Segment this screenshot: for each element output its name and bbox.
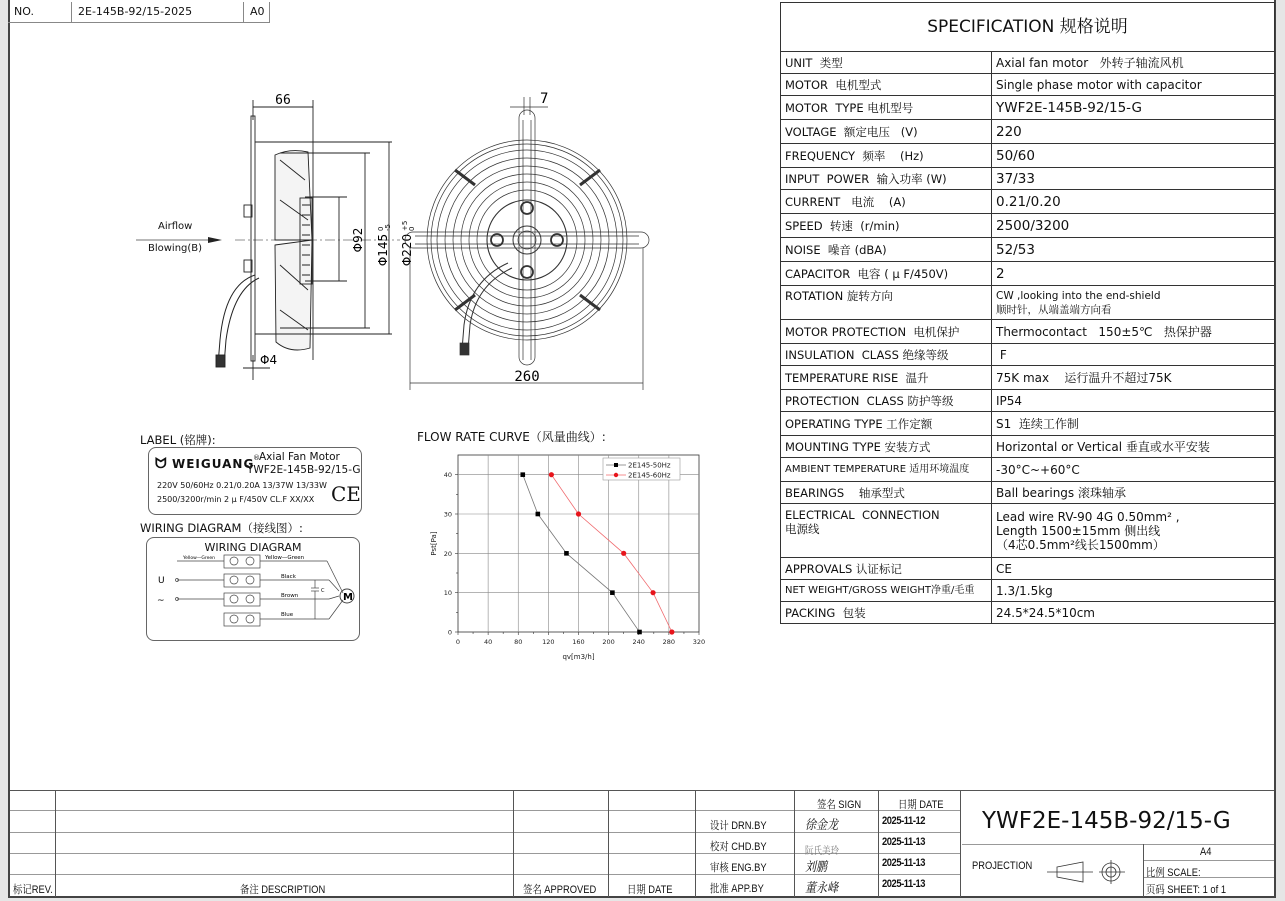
spec-label — [781, 390, 992, 412]
spec-value — [992, 144, 1275, 168]
blowing-label: Blowing(B) — [148, 243, 203, 254]
spec-value-text: 50/60 — [996, 147, 1035, 164]
data-point — [610, 590, 615, 595]
spec-label-text: INSULATION CLASS 绝缘等级 — [785, 347, 949, 362]
signature: 阮氏美玲 — [805, 846, 839, 857]
spec-row — [781, 320, 1275, 344]
nameplate-model: YWF2E-145B-92/15-G — [247, 464, 361, 476]
capacitor-label: C — [321, 588, 325, 594]
spec-label — [781, 504, 992, 558]
spec-label-text: NET WEIGHT/GROSS WEIGHT净重/毛重 — [785, 584, 975, 596]
spec-value — [992, 238, 1275, 262]
y-tick-label: 30 — [443, 510, 452, 519]
specification-table — [780, 2, 1275, 624]
spec-value-text: YWF2E-145B-92/15-G — [996, 99, 1142, 116]
spec-value — [992, 168, 1275, 190]
spec-value-text: 75K max 运行温升不超过75K — [996, 370, 1172, 385]
spec-label — [781, 580, 992, 602]
approved-label: 签名 APPROVED — [523, 884, 597, 896]
dim-d92-label: Φ92 — [351, 227, 365, 253]
dim-width-label: 260 — [514, 369, 540, 385]
signature: 董永峰 — [805, 881, 839, 896]
spec-label — [781, 144, 992, 168]
spec-row — [781, 602, 1275, 624]
sign-header: 签名 SIGN — [817, 799, 862, 811]
nameplate — [148, 447, 362, 515]
dim-hole-label: Φ4 — [260, 353, 278, 367]
data-point — [576, 511, 581, 516]
spec-row — [781, 74, 1275, 96]
data-point — [669, 629, 674, 634]
spec-row — [781, 412, 1275, 436]
y-tick-label: 20 — [443, 549, 452, 558]
role-label: 校对 CHD.BY — [710, 841, 767, 853]
x-tick-label: 80 — [514, 638, 523, 646]
spec-value-text: 2 — [996, 265, 1005, 282]
brand-logo-icon: ᗢ — [155, 456, 167, 472]
spec-value — [992, 558, 1275, 580]
spec-value-text: Single phase motor with capacitor — [996, 77, 1202, 92]
spec-row — [781, 262, 1275, 286]
spec-value — [992, 52, 1275, 74]
wiring-diagram — [146, 537, 360, 641]
spec-label-text: MOTOR 电机型式 — [785, 77, 882, 92]
airflow-arrow-icon — [136, 236, 226, 244]
spec-label — [781, 482, 992, 504]
spec-value — [992, 74, 1275, 96]
y-tick-label: 0 — [447, 628, 452, 637]
data-point — [637, 630, 642, 635]
left-wire-label: Yellow—Green — [183, 556, 215, 561]
spec-row — [781, 390, 1275, 412]
legend-label: 2E145-60Hz — [628, 471, 671, 480]
spec-label-text: CAPACITOR 电容 ( μ F/450V) — [785, 266, 949, 281]
spec-row — [781, 366, 1275, 390]
spec-label-text: NOISE 噪音 (dBA) — [785, 242, 887, 257]
legend-label: 2E145-50Hz — [628, 461, 671, 470]
chart-heading: FLOW RATE CURVE（风量曲线）: — [417, 430, 606, 444]
sheet-label: 页码 SHEET: 1 of 1 — [1146, 884, 1227, 896]
drawing-number-header — [8, 2, 270, 23]
registered-mark: ® — [253, 454, 260, 462]
x-tick-label: 0 — [455, 638, 461, 646]
brand-name: WEIGUANG — [172, 457, 255, 471]
spec-row — [781, 458, 1275, 482]
wire-label-brown: Brown — [281, 593, 299, 599]
spec-label — [781, 286, 992, 320]
spec-row — [781, 120, 1275, 144]
title-block — [10, 790, 1274, 897]
wiring-heading: WIRING DIAGRAM（接线图）: — [140, 521, 303, 535]
dim-d220-tolerance: +5 0 — [401, 220, 416, 231]
spec-label — [781, 96, 992, 120]
spec-label-text: TEMPERATURE RISE 温升 — [785, 370, 929, 385]
spec-value — [992, 262, 1275, 286]
spec-label-text: ELECTRICAL CONNECTION — [785, 508, 940, 522]
dim-d220-label: Φ220 — [400, 233, 414, 267]
spec-label — [781, 558, 992, 580]
spec-row — [781, 190, 1275, 214]
nameplate-line1: 220V 50/60Hz 0.21/0.20A 13/37W 13/33W — [157, 481, 327, 490]
spec-label — [781, 412, 992, 436]
y-tick-label: 40 — [443, 471, 452, 480]
spec-value2-text: 顺时针，从端盖端方向看 — [996, 303, 1112, 316]
spec-value-text: IP54 — [996, 393, 1023, 408]
spec-label-text: MOUNTING TYPE 安装方式 — [785, 439, 931, 454]
rev-label: 标记REV. — [13, 884, 53, 896]
flow-rate-chart — [420, 445, 720, 665]
spec-value — [992, 390, 1275, 412]
y-axis-label: Pst[Pa] — [430, 531, 438, 556]
spec-label — [781, 320, 992, 344]
spec-value-text: S1 连续工作制 — [996, 416, 1079, 431]
spec-value — [992, 344, 1275, 366]
role-label: 设计 DRN.BY — [710, 820, 767, 832]
spec-row — [781, 168, 1275, 190]
data-point — [536, 512, 541, 517]
spec-value-text: Horizontal or Vertical 垂直或水平安装 — [996, 439, 1210, 454]
spec-value — [992, 504, 1275, 558]
spec-value — [992, 214, 1275, 238]
sign-date: 2025-11-13 — [882, 857, 926, 869]
spec-value — [992, 96, 1275, 120]
spec-label — [781, 214, 992, 238]
dim-d145-tolerance: 0 -5 — [377, 224, 392, 231]
spec-label-text: MOTOR TYPE 电机型号 — [785, 100, 914, 115]
spec-label — [781, 262, 992, 286]
spec-label — [781, 458, 992, 482]
x-tick-label: 280 — [662, 638, 676, 646]
motor-symbol: M — [343, 592, 353, 603]
spec-value-text: CW ,looking into the end-shield — [996, 289, 1161, 302]
date-label: 日期 DATE — [627, 884, 673, 896]
spec-label-text: FREQUENCY 频率 (Hz) — [785, 148, 924, 163]
spec-label-text: INPUT POWER 输入功率 (W) — [785, 171, 947, 186]
data-point — [564, 551, 569, 556]
spec-label-text-2: 电源线 — [785, 522, 820, 536]
spec-label-text: MOTOR PROTECTION 电机保护 — [785, 324, 960, 339]
signature: 刘鹏 — [805, 860, 828, 875]
spec-label — [781, 602, 992, 624]
x-tick-label: 320 — [692, 638, 706, 646]
spec-row — [781, 96, 1275, 120]
dim-depth-label: 66 — [275, 93, 291, 108]
spec-label — [781, 238, 992, 262]
spec-label-text: VOLTAGE 额定电压 (V) — [785, 124, 918, 139]
dim-d145-label: Φ145 — [376, 233, 390, 267]
spec-value — [992, 482, 1275, 504]
spec-value — [992, 458, 1275, 482]
spec-label — [781, 74, 992, 96]
spec-label-text: PROTECTION CLASS 防护等级 — [785, 393, 954, 408]
spec-row — [781, 238, 1275, 262]
sign-date: 2025-11-12 — [882, 815, 926, 827]
airflow-label: Airflow — [158, 221, 193, 232]
role-label: 批准 APP.BY — [710, 883, 764, 895]
x-tick-label: 40 — [483, 638, 493, 646]
x-tick-label: 200 — [602, 638, 615, 646]
spec-label-text: APPROVALS 认证标记 — [785, 561, 902, 576]
data-point — [549, 472, 554, 477]
wire-label-yellow-green: Yellow—Green — [265, 555, 305, 561]
spec-value2-text: Length 1500±15mm 侧出线 — [996, 523, 1161, 538]
label-heading: LABEL (铭牌): — [140, 433, 216, 447]
u-label: U — [158, 576, 165, 586]
ce-mark: CE — [331, 482, 361, 506]
spec-row — [781, 52, 1275, 74]
wiring-schematic — [147, 538, 359, 640]
date-header: 日期 DATE — [898, 799, 944, 811]
side-view-drawing — [130, 80, 414, 390]
spec-title: SPECIFICATION 规格说明 — [781, 3, 1275, 52]
spec-label-text: OPERATING TYPE 工作定额 — [785, 416, 933, 431]
drawing-number: 2E-145B-92/15-2025 — [72, 2, 244, 22]
nameplate-product: Axial Fan Motor — [259, 451, 340, 463]
spec-row — [781, 558, 1275, 580]
spec-value-text: Axial fan motor 外转子轴流风机 — [996, 55, 1184, 70]
spec-value-text: 1.3/1.5kg — [996, 583, 1053, 598]
spec-label — [781, 344, 992, 366]
spec-value-text: -30°C~+60°C — [996, 462, 1080, 477]
spec-label-text: BEARINGS 轴承型式 — [785, 485, 905, 500]
spec-value-text: F — [996, 347, 1007, 362]
spec-label-text: PACKING 包装 — [785, 605, 866, 620]
spec-label-text: UNIT 类型 — [785, 55, 843, 70]
legend-marker — [614, 463, 618, 467]
spec-value-text: Lead wire RV-90 4G 0.50mm² , — [996, 509, 1180, 524]
data-point — [621, 551, 626, 556]
spec-value-text: CE — [996, 561, 1012, 576]
spec-row — [781, 286, 1275, 320]
x-tick-label: 240 — [632, 638, 645, 646]
nameplate-line2: 2500/3200r/min 2 μ F/450V CL.F XX/XX — [157, 495, 315, 504]
spec-row — [781, 344, 1275, 366]
data-point — [520, 472, 525, 477]
legend-marker — [614, 473, 618, 477]
spec-label — [781, 120, 992, 144]
wire-label-black: Black — [281, 574, 296, 580]
spec-label — [781, 168, 992, 190]
sign-date: 2025-11-13 — [882, 836, 926, 848]
ac-label: ~ — [157, 596, 165, 606]
spec-value-text: 2500/3200 — [996, 217, 1070, 234]
spec-row — [781, 436, 1275, 458]
model-title: YWF2E-145B-92/15-G — [982, 808, 1231, 834]
projection-symbol-icon — [1045, 858, 1135, 888]
x-tick-label: 160 — [572, 638, 585, 646]
x-axis-label: qv[m3/h] — [562, 653, 595, 661]
signature: 徐金龙 — [805, 818, 839, 833]
spec-value — [992, 120, 1275, 144]
spec-value-text: 0.21/0.20 — [996, 193, 1061, 210]
spec-value — [992, 412, 1275, 436]
spec-value-text: 220 — [996, 123, 1022, 140]
scale-label: 比例 SCALE: — [1146, 867, 1201, 879]
no-label: NO. — [8, 2, 72, 22]
spec-label — [781, 366, 992, 390]
spec-row — [781, 504, 1275, 558]
spec-label-text: AMBIENT TEMPERATURE 适用环境温度 — [785, 463, 970, 475]
spec-value — [992, 366, 1275, 390]
y-tick-label: 10 — [443, 589, 452, 598]
projection-label: PROJECTION — [972, 860, 1033, 872]
wiring-title: WIRING DIAGRAM — [204, 541, 302, 554]
spec-value — [992, 602, 1275, 624]
role-label: 审核 ENG.BY — [710, 862, 767, 874]
spec-value-text: Ball bearings 滚珠轴承 — [996, 485, 1126, 500]
spec-label-text: ROTATION 旋转方向 — [785, 289, 893, 303]
spec-row — [781, 580, 1275, 602]
spec-value-text: 37/33 — [996, 170, 1035, 187]
spec-value — [992, 286, 1275, 320]
front-view-drawing — [400, 85, 660, 395]
description-label: 备注 DESCRIPTION — [240, 884, 326, 896]
spec-label — [781, 436, 992, 458]
spec-row — [781, 214, 1275, 238]
spec-value-text: 24.5*24.5*10cm — [996, 605, 1095, 620]
wire-label-blue: Blue — [281, 612, 294, 618]
spec-row — [781, 144, 1275, 168]
spec-row — [781, 482, 1275, 504]
spec-value3-text: （4芯0.5mm²线长1500mm） — [996, 537, 1165, 552]
paper-size: A4 — [1200, 846, 1212, 858]
spec-label-text: SPEED 转速 (r/min) — [785, 218, 900, 233]
sheet-size: A0 — [244, 2, 270, 22]
spec-label — [781, 190, 992, 214]
spec-value-text: 52/53 — [996, 241, 1035, 258]
x-tick-label: 120 — [542, 638, 555, 646]
data-point — [650, 590, 655, 595]
sign-date: 2025-11-13 — [882, 878, 926, 890]
spec-value-text: Thermocontact 150±5℃ 热保护器 — [996, 324, 1212, 339]
spec-value — [992, 190, 1275, 214]
dim-slot-label: 7 — [540, 91, 549, 107]
spec-label-text: CURRENT 电流 (A) — [785, 194, 906, 209]
spec-value — [992, 436, 1275, 458]
spec-label — [781, 52, 992, 74]
spec-value — [992, 580, 1275, 602]
spec-value — [992, 320, 1275, 344]
